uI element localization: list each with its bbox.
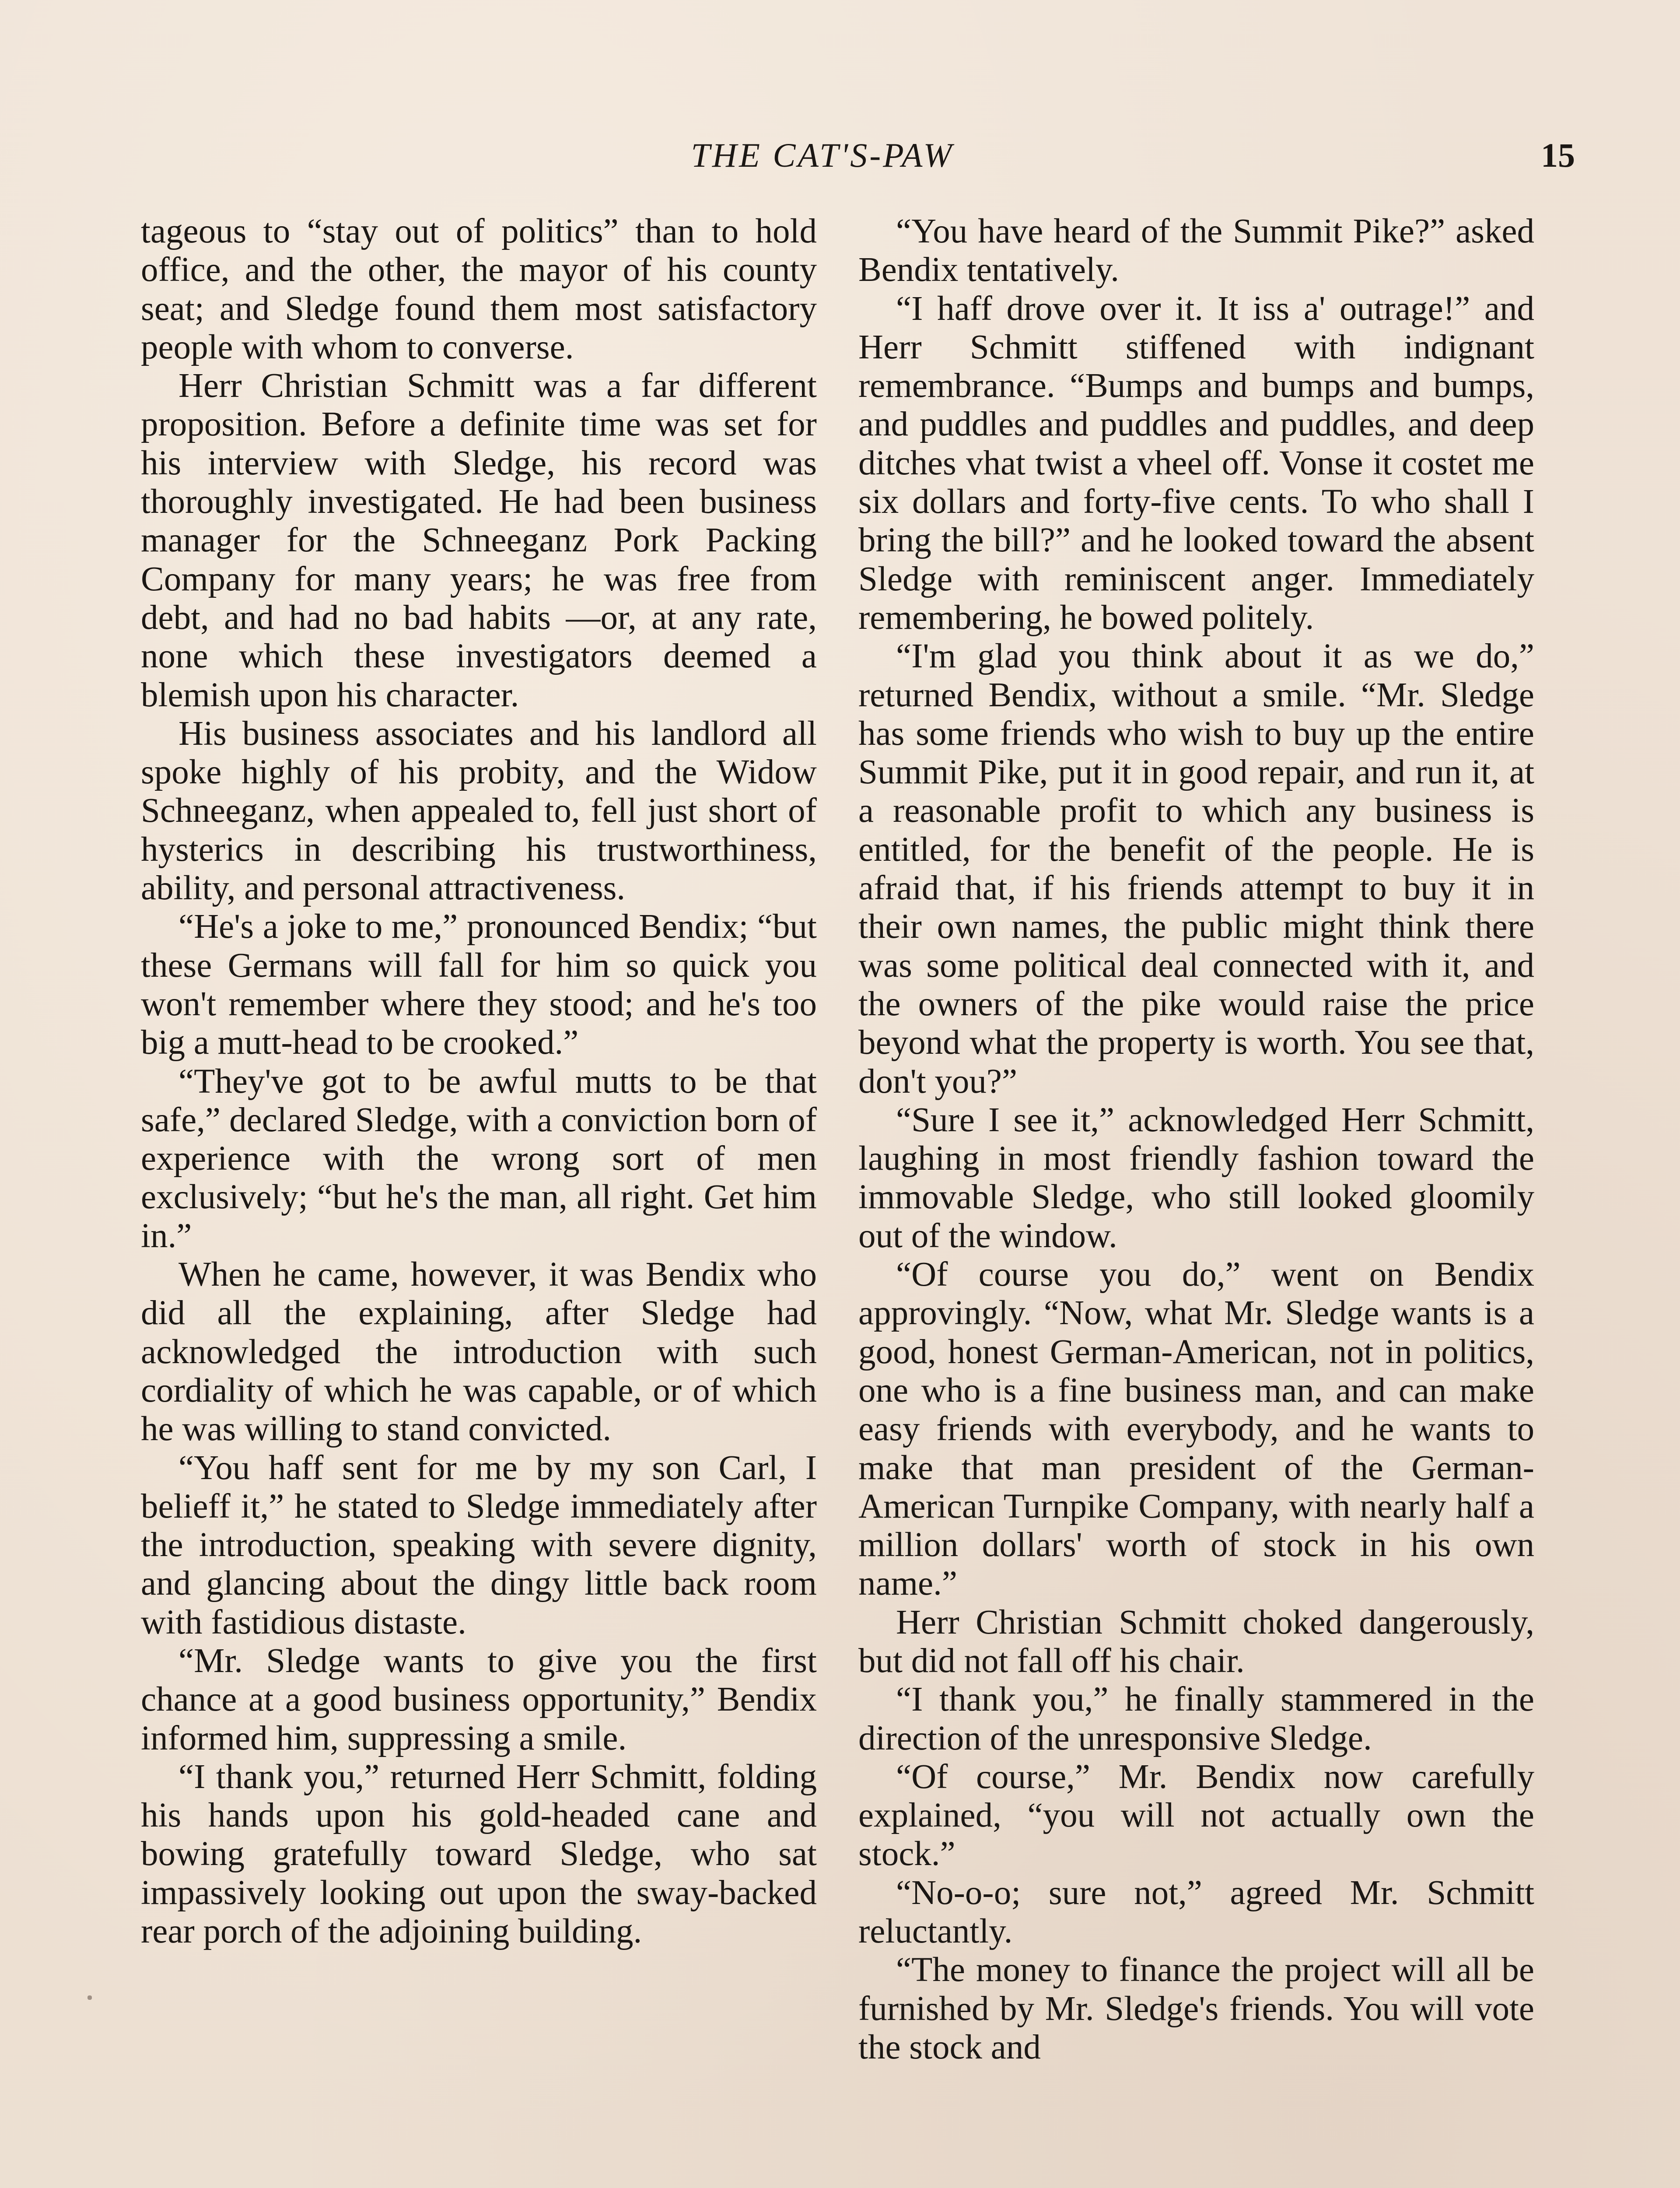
paragraph: “I thank you,” returned Herr Schmitt, folding his hands upon his gold-headed cane and bowing gratefully toward Sledge, who sat impassively looking out upon the sway-backed rear porch of the adjoining building. [141,1757,817,1951]
paragraph: “The money to finance the project will all be furnished by Mr. Sledge's friends. You will vote the stock and [858,1951,1534,2066]
page-number: 15 [1541,136,1575,174]
paragraph: “He's a joke to me,” pronounced Bendix; “but these Germans will fall for him so quick you won't remember where they stood; and he's too big a mutt-head to be crooked.” [141,908,817,1062]
paragraph: “I haff drove over it. It iss a' outrage!” and Herr Schmitt stiffened with indignant remembrance. “Bumps and bumps and bumps, and puddles and puddles and puddles, and deep ditches vhat twist a vheel off. Vonse it costet me six dollars and forty-five cents. To who shall I bring the bill?” and he looked toward the absent Sledge with reminiscent anger. Immediately remembering, he bowed politely. [858,289,1534,637]
paragraph: “No-o-o; sure not,” agreed Mr. Schmitt reluctantly. [858,1873,1534,1951]
paragraph: “Sure I see it,” acknowledged Herr Schmitt, laughing in most friendly fashion toward the immovable Sledge, who still looked gloomily out of the window. [858,1101,1534,1255]
paragraph: “I thank you,” he finally stammered in the direction of the unresponsive Sledge. [858,1680,1534,1757]
right-column [858,212,1534,2067]
paragraph: “Of course,” Mr. Bendix now carefully explained, “you will not actually own the stock.” [858,1757,1534,1873]
paragraph: Herr Christian Schmitt choked dangerously, but did not fall off his chair. [858,1603,1534,1680]
running-title: THE CAT'S-PAW [691,136,954,174]
paragraph: tageous to “stay out of politics” than to hold office, and the other, the mayor of his county seat; and Sledge found them most satisfactory people with whom to converse. [141,212,817,366]
paragraph: “Of course you do,” went on Bendix approvingly. “Now, what Mr. Sledge wants is a good, honest German-American, not in politics, one who is a fine business man, and can make easy friends with everybody, and he wants to make that man president of the German-American Turnpike Company, with nearly half a million dollars' worth of stock in his own name.” [858,1255,1534,1603]
paragraph: When he came, however, it was Bendix who did all the explaining, after Sledge had acknowledged the introduction with such cordiality of which he was capable, or of which he was willing to stand convicted. [141,1255,817,1448]
paper-speck [88,1995,92,2000]
paragraph: His business associates and his landlord all spoke highly of his probity, and the Widow Schneeganz, when appealed to, fell just short of hysterics in describing his trustworthiness, ability, and personal attractiveness. [141,714,817,908]
paragraph: “They've got to be awful mutts to be that safe,” declared Sledge, with a conviction born of experience with the wrong sort of men exclusively; “but he's the man, all right. Get him in.” [141,1062,817,1255]
running-header [0,131,1680,179]
paragraph: “Mr. Sledge wants to give you the first chance at a good business opportunity,” Bendix informed him, suppressing a smile. [141,1641,817,1757]
paragraph: Herr Christian Schmitt was a far different proposition. Before a definite time was set for his interview with Sledge, his record was thoroughly investigated. He had been business manager for the Schneeganz Pork Packing Company for many years; he was free from debt, and had no bad habits —or, at any rate, none which these investigators deemed a blemish upon his character. [141,367,817,714]
paragraph: “You haff sent for me by my son Carl, I belieff it,” he stated to Sledge immediately after the introduction, speaking with severe dignity, and glancing about the dingy little back room with fastidious distaste. [141,1448,817,1641]
left-column [141,212,817,1951]
paragraph: “I'm glad you think about it as we do,” returned Bendix, without a smile. “Mr. Sledge has some friends who wish to buy up the entire Summit Pike, put it in good repair, and run it, at a reasonable profit to which any business is entitled, for the benefit of the people. He is afraid that, if his friends attempt to buy it in their own names, the public might think there was some political deal connected with it, and the owners of the pike would raise the price beyond what the property is worth. You see that, don't you?” [858,637,1534,1101]
paragraph: “You have heard of the Summit Pike?” asked Bendix tentatively. [858,212,1534,289]
